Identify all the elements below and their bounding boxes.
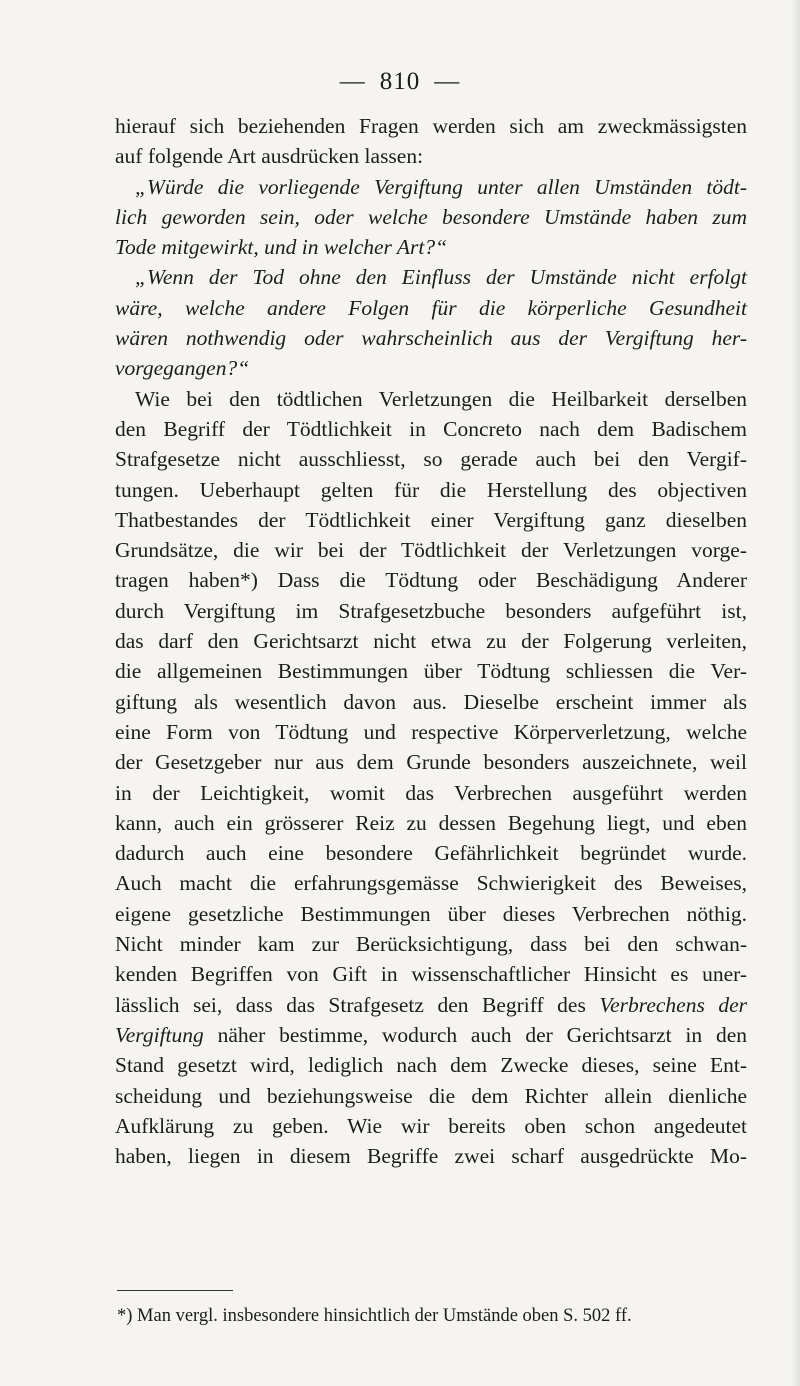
text-line: kann, auch ein grösserer Reiz zu dessen Begehung liegt, und eben (115, 810, 747, 835)
header-dash-right: — (434, 68, 461, 95)
text-line: „Wenn der Tod ohne den Einfluss der Umstände nicht erfolgt (135, 265, 747, 290)
text-line: in der Leichtigkeit, womit das Verbrechen ausgeführt werden (115, 780, 747, 805)
text-line: durch Vergiftung im Strafgesetzbuche besonders aufgeführt ist, (115, 598, 747, 623)
body-text (115, 111, 747, 1171)
text-line: Auch macht die erfahrungsgemässe Schwierigkeit des Beweises, (115, 871, 747, 896)
line-text: lässlich sei, dass das Strafgesetz den Begriff des (115, 992, 600, 1017)
text-line: scheidung und beziehungsweise die dem Richter allein dienliche (115, 1083, 747, 1108)
text-line: den Begriff der Tödtlichkeit in Concreto nach dem Badischem (115, 416, 747, 441)
italic-phrase: Vergiftung (115, 1022, 204, 1047)
text-line (115, 990, 747, 1020)
text-line: Wie bei den tödtlichen Verletzungen die Heilbarkeit derselben (135, 386, 747, 411)
text-line: tragen haben*) Dass die Tödtung oder Beschädigung Anderer (115, 568, 747, 593)
text-line: Aufklärung zu geben. Wie wir bereits oben schon angedeutet (115, 1113, 747, 1138)
text-line: Strafgesetze nicht ausschliesst, so gerade auch bei den Vergif- (115, 447, 747, 472)
footnote-rule (117, 1290, 233, 1291)
line-text: näher bestimme, wodurch auch der Gerichtsarzt in den (203, 1022, 747, 1047)
text-line: hierauf sich beziehenden Fragen werden sich am zweckmässigsten (115, 114, 747, 138)
text-line: der Gesetzgeber nur aus dem Grunde besonders auszeichnete, weil (115, 750, 747, 775)
page-edge-shadow (790, 0, 800, 1386)
italic-phrase: Verbrechens der (599, 992, 747, 1017)
text-line: Grundsätze, die wir bei der Tödtlichkeit der Verletzungen vorge- (115, 538, 747, 563)
text-line: Stand gesetzt wird, lediglich nach dem Zwecke dieses, seine Ent- (115, 1053, 747, 1078)
text-line: wären nothwendig oder wahrscheinlich aus der Vergiftung her- (115, 326, 747, 351)
text-line: giftung als wesentlich davon aus. Dieselbe erscheint immer als (115, 689, 747, 714)
text-line: „Würde die vorliegende Vergiftung unter allen Umständen tödt- (135, 174, 747, 199)
text-line: lich geworden sein, oder welche besondere Umstände haben zum (115, 204, 747, 229)
text-line: eigene gesetzliche Bestimmungen über dieses Verbrechen nöthig. (115, 901, 747, 926)
text-line: vorgegangen?“ (115, 356, 250, 381)
text-line: dadurch auch eine besondere Gefährlichkeit begründet wurde. (115, 841, 747, 866)
footnote: *) Man vergl. insbesondere hinsichtlich der Umstände oben S. 502 ff. (117, 1306, 632, 1326)
text-line: haben, liegen in diesem Begriffe zwei scharf ausgedrückte Mo- (115, 1144, 747, 1169)
text-line: auf folgende Art ausdrücken lassen: (115, 144, 424, 169)
header-dash-left: — (339, 68, 366, 95)
text-line: Thatbestandes der Tödtlichkeit einer Vergiftung ganz dieselben (115, 507, 747, 532)
text-line: die allgemeinen Bestimmungen über Tödtung schliessen die Ver- (115, 659, 747, 684)
text-line: Tode mitgewirkt, und in welcher Art?“ (115, 235, 448, 260)
text-line (115, 1020, 747, 1050)
text-line: eine Form von Tödtung und respective Körperverletzung, welche (115, 719, 747, 744)
text-line: tungen. Ueberhaupt gelten für die Herstellung des objectiven (115, 477, 747, 502)
text-line: Nicht minder kam zur Berücksichtigung, dass bei den schwan- (115, 932, 747, 957)
page-number: 810 (379, 68, 421, 95)
text-line: kenden Begriffen von Gift in wissenschaftlicher Hinsicht es uner- (115, 962, 747, 987)
running-header (0, 68, 800, 96)
text-line: das darf den Gerichtsarzt nicht etwa zu der Folgerung verleiten, (115, 629, 747, 654)
text-line: wäre, welche andere Folgen für die körperliche Gesundheit (115, 295, 747, 320)
